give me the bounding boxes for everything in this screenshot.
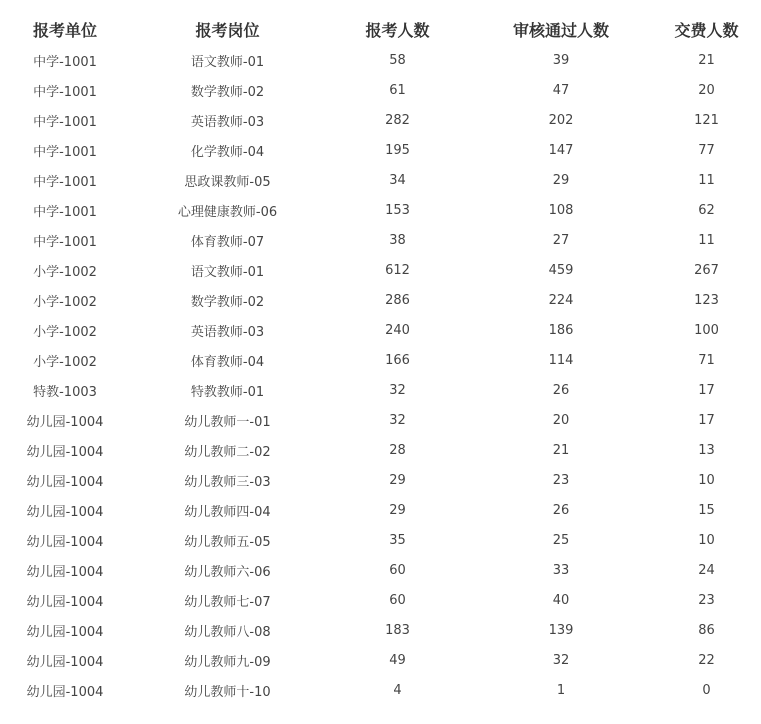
cell-paid: 11 <box>698 172 715 188</box>
cell-paid: 15 <box>698 502 715 518</box>
cell-position: 语文教师-01 <box>190 54 265 70</box>
cell-applicants: 35 <box>389 532 406 548</box>
cell-paid: 17 <box>698 382 715 398</box>
cell-paid: 24 <box>698 562 715 578</box>
cell-applicants: 4 <box>393 682 402 698</box>
table-row <box>0 615 761 645</box>
cell-approved: 25 <box>552 532 570 548</box>
cell-approved: 23 <box>552 472 570 488</box>
cell-unit: 幼儿园-1004 <box>26 654 104 670</box>
table-row <box>0 105 761 135</box>
table-row <box>0 195 761 225</box>
table-row <box>0 75 761 105</box>
table-row <box>0 45 761 75</box>
table-row <box>0 585 761 615</box>
cell-paid: 10 <box>698 532 715 548</box>
cell-approved: 40 <box>552 592 570 608</box>
cell-applicants: 282 <box>385 112 410 128</box>
cell-unit: 小学-1002 <box>33 294 97 310</box>
header-position: 报考岗位 <box>195 20 260 40</box>
cell-approved: 29 <box>552 172 570 188</box>
cell-position: 化学教师-04 <box>190 144 265 160</box>
cell-unit: 幼儿园-1004 <box>26 594 104 610</box>
cell-approved: 1 <box>556 682 566 698</box>
cell-paid: 13 <box>698 442 715 458</box>
cell-applicants: 183 <box>385 622 410 638</box>
table-row <box>0 285 761 315</box>
table-row <box>0 465 761 495</box>
cell-applicants: 49 <box>389 652 406 668</box>
cell-approved: 32 <box>552 652 570 668</box>
cell-paid: 62 <box>698 202 715 218</box>
cell-unit: 小学-1002 <box>33 264 97 280</box>
cell-paid: 123 <box>694 292 719 308</box>
cell-unit: 幼儿园-1004 <box>26 564 104 580</box>
cell-approved: 224 <box>548 292 574 308</box>
cell-unit: 特教-1003 <box>33 384 97 400</box>
cell-position: 幼儿教师三-03 <box>184 474 271 490</box>
cell-approved: 47 <box>552 82 570 98</box>
cell-unit: 幼儿园-1004 <box>26 684 104 700</box>
cell-paid: 21 <box>698 52 715 68</box>
table-row <box>0 345 761 375</box>
cell-applicants: 29 <box>389 502 406 518</box>
cell-approved: 202 <box>548 112 574 128</box>
registration-table <box>0 13 761 705</box>
cell-applicants: 61 <box>389 82 406 98</box>
cell-approved: 20 <box>552 412 570 428</box>
header-approved: 审核通过人数 <box>512 20 609 40</box>
cell-applicants: 58 <box>389 52 406 68</box>
cell-applicants: 34 <box>389 172 406 188</box>
cell-applicants: 60 <box>389 562 406 578</box>
cell-applicants: 60 <box>389 592 406 608</box>
table-row <box>0 375 761 405</box>
cell-paid: 10 <box>698 472 715 488</box>
cell-applicants: 29 <box>389 472 406 488</box>
header-paid: 交费人数 <box>674 20 739 40</box>
cell-paid: 0 <box>702 682 711 698</box>
cell-paid: 71 <box>698 352 715 368</box>
cell-applicants: 38 <box>389 232 406 248</box>
cell-approved: 27 <box>552 232 570 248</box>
cell-unit: 中学-1001 <box>33 84 97 100</box>
table-row <box>0 555 761 585</box>
header-unit: 报考单位 <box>32 20 97 40</box>
cell-applicants: 166 <box>385 352 410 368</box>
cell-unit: 幼儿园-1004 <box>26 534 104 550</box>
cell-paid: 86 <box>698 622 715 638</box>
table-row <box>0 645 761 675</box>
cell-position: 幼儿教师七-07 <box>184 594 271 610</box>
cell-unit: 中学-1001 <box>33 114 97 130</box>
header-applicants: 报考人数 <box>365 20 430 40</box>
cell-applicants: 32 <box>389 412 406 428</box>
cell-paid: 100 <box>694 322 719 338</box>
table-row <box>0 315 761 345</box>
cell-unit: 中学-1001 <box>33 174 97 190</box>
table-header <box>0 13 761 45</box>
cell-position: 幼儿教师十-10 <box>184 684 271 700</box>
cell-approved: 147 <box>548 142 574 158</box>
cell-position: 特教教师-01 <box>190 384 265 400</box>
cell-approved: 26 <box>552 382 570 398</box>
cell-position: 幼儿教师八-08 <box>184 624 271 640</box>
cell-paid: 11 <box>698 232 715 248</box>
cell-position: 幼儿教师六-06 <box>184 564 271 580</box>
table-body <box>0 45 761 705</box>
cell-position: 心理健康教师-06 <box>177 204 278 220</box>
cell-applicants: 28 <box>389 442 406 458</box>
cell-approved: 139 <box>548 622 574 638</box>
cell-unit: 幼儿园-1004 <box>26 474 104 490</box>
cell-unit: 幼儿园-1004 <box>26 444 104 460</box>
cell-approved: 39 <box>552 52 570 68</box>
cell-position: 体育教师-04 <box>190 354 265 370</box>
cell-unit: 中学-1001 <box>33 144 97 160</box>
cell-position: 幼儿教师二-02 <box>184 444 271 460</box>
table-row <box>0 675 761 705</box>
cell-approved: 33 <box>552 562 570 578</box>
cell-unit: 小学-1002 <box>33 324 97 340</box>
cell-paid: 17 <box>698 412 715 428</box>
table-row <box>0 405 761 435</box>
cell-position: 幼儿教师九-09 <box>184 654 271 670</box>
cell-applicants: 240 <box>385 322 410 338</box>
cell-position: 英语教师-03 <box>190 114 265 130</box>
cell-approved: 108 <box>548 202 574 218</box>
cell-paid: 23 <box>698 592 715 608</box>
cell-unit: 小学-1002 <box>33 354 97 370</box>
cell-applicants: 32 <box>389 382 406 398</box>
cell-unit: 幼儿园-1004 <box>26 624 104 640</box>
cell-position: 数学教师-02 <box>190 294 265 310</box>
cell-position: 体育教师-07 <box>190 234 265 250</box>
cell-position: 英语教师-03 <box>190 324 265 340</box>
cell-approved: 21 <box>552 442 570 458</box>
table-row <box>0 225 761 255</box>
cell-paid: 267 <box>694 262 719 278</box>
page <box>0 13 761 724</box>
header-row <box>0 13 761 45</box>
cell-position: 幼儿教师五-05 <box>184 534 271 550</box>
cell-paid: 22 <box>698 652 715 668</box>
cell-approved: 26 <box>552 502 570 518</box>
cell-position: 数学教师-02 <box>190 84 265 100</box>
cell-approved: 114 <box>548 352 574 368</box>
cell-applicants: 612 <box>385 262 410 278</box>
cell-paid: 121 <box>694 112 719 128</box>
cell-paid: 77 <box>698 142 715 158</box>
cell-position: 语文教师-01 <box>190 264 265 280</box>
cell-unit: 中学-1001 <box>33 54 97 70</box>
cell-approved: 459 <box>548 262 574 278</box>
cell-applicants: 195 <box>385 142 410 158</box>
table-row <box>0 135 761 165</box>
table-row <box>0 435 761 465</box>
table-row <box>0 255 761 285</box>
table-row <box>0 165 761 195</box>
cell-unit: 幼儿园-1004 <box>26 414 104 430</box>
table-row <box>0 495 761 525</box>
cell-paid: 20 <box>698 82 715 98</box>
cell-position: 幼儿教师一-01 <box>184 414 271 430</box>
cell-approved: 186 <box>548 322 574 338</box>
cell-position: 幼儿教师四-04 <box>184 504 271 520</box>
cell-position: 思政课教师-05 <box>184 174 271 190</box>
table-row <box>0 525 761 555</box>
cell-unit: 幼儿园-1004 <box>26 504 104 520</box>
cell-unit: 中学-1001 <box>33 234 97 250</box>
cell-applicants: 153 <box>385 202 410 218</box>
cell-applicants: 286 <box>385 292 410 308</box>
cell-unit: 中学-1001 <box>33 204 97 220</box>
